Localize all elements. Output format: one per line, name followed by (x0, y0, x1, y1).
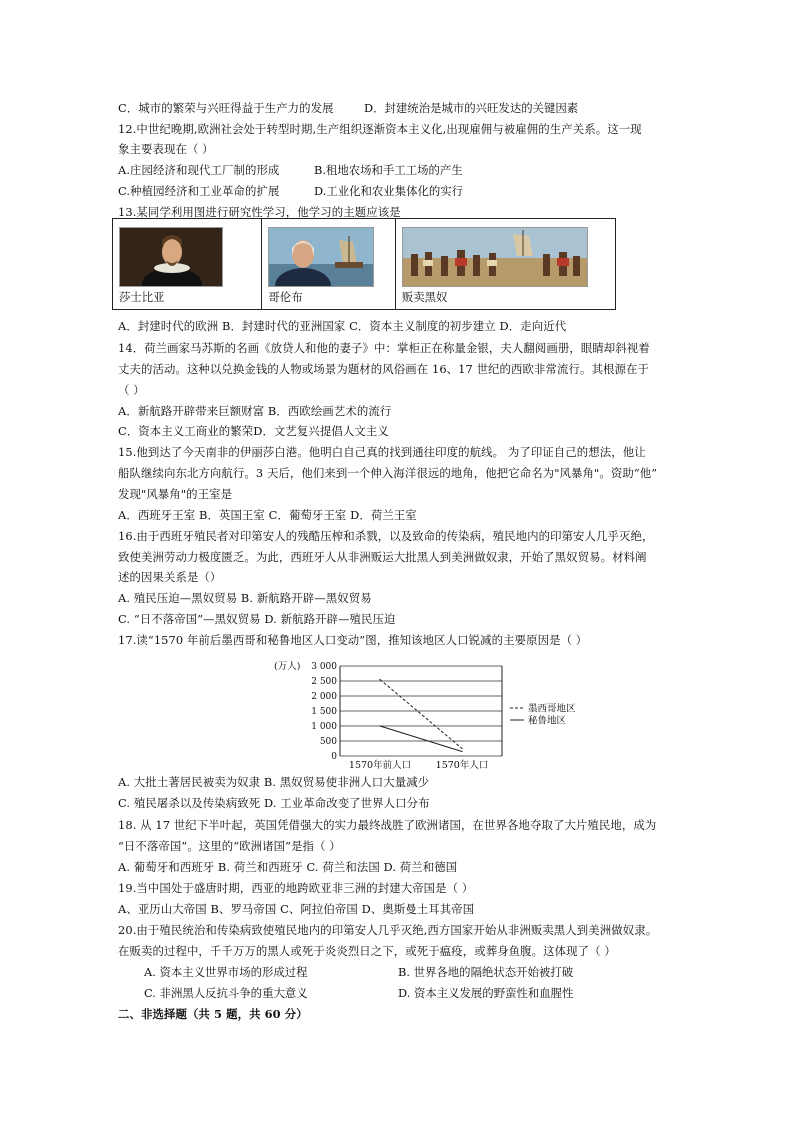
q20-stem-2: 在贩卖的过程中，千千万万的黑人或死于炎炎烈日之下，或死于瘟疫，或葬身鱼腹。这体现了（ ） (118, 944, 616, 958)
chart-point (461, 748, 462, 749)
chart-ytick: 0 (331, 752, 337, 762)
q16-options-cd: C. “日不落帝国”—黑奴贸易 D. 新航路开辟—殖民压迫 (118, 612, 396, 626)
chart-ytick: 1 500 (311, 707, 337, 717)
chart-legend-label: 秘鲁地区 (528, 715, 567, 727)
chart-xtick: 1570年人口 (435, 760, 489, 771)
chart-ytick: 3 000 (311, 662, 337, 672)
q13-caption-3: 贩卖黑奴 (401, 290, 448, 304)
chart-point (379, 725, 380, 726)
q14-options-cd: C．资本主义工商业的繁荣D．文艺复兴提倡人文主义 (118, 424, 389, 438)
q16-stem-2: 致使美洲劳动力极度匮乏。为此，西班牙人从非洲贩运大批黑人到美洲做奴隶，开始了黑奴贸易。材料阐 (118, 550, 647, 564)
q20-option-d: D. 资本主义发展的野蛮性和血腥性 (398, 986, 574, 1000)
q17-stem: 17.读“1570 年前后墨西哥和秘鲁地区人口变动”图，推知该地区人口锐减的主要原因是（ ） (118, 633, 588, 647)
q16-options-ab: A. 殖民压迫—黑奴贸易 B. 新航路开辟—黑奴贸易 (118, 591, 372, 605)
q13-options: A．封建时代的欧洲 B．封建时代的亚洲国家 C．资本主义制度的初步建立 D．走向近代 (118, 319, 567, 333)
q18-options: A. 葡萄牙和西班牙 B. 荷兰和西班牙 C. 荷兰和法国 D. 荷兰和德国 (118, 860, 458, 874)
q17-options-ab: A. 大批土著居民被卖为奴隶 B. 黑奴贸易使非洲人口大量减少 (118, 775, 430, 789)
q14-stem-2: 丈夫的活动。这种以兑换金钱的人物或场景为题材的风俗画在 16、17 世纪的西欧非常流行。其根源在于 (118, 362, 649, 376)
chart-ytick: 2 500 (311, 677, 337, 687)
q20-option-b: B. 世界各地的隔绝状态开始被打破 (398, 965, 574, 979)
chart-ytick: 500 (319, 737, 337, 747)
q20-option-c: C. 非洲黑人反抗斗争的重大意义 (144, 986, 308, 1000)
population-chart-svg (260, 656, 620, 774)
q13-cell-columbus (262, 219, 395, 309)
q14-stem-3: （ ） (118, 383, 145, 397)
q13-cell-shakespeare (113, 219, 262, 309)
q17-options-cd: C. 殖民屠杀以及传染病致死 D. 工业革命改变了世界人口分布 (118, 796, 430, 810)
q13-cell-slave-trade (396, 219, 615, 309)
q11-option-d: D．封建统治是城市的兴旺发达的关键因素 (364, 101, 579, 115)
q18-stem-1: 18. 从 17 世纪下半叶起，英国凭借强大的实力最终战胜了欧洲诸国，在世界各地夺取了大片殖民地，成为 (118, 818, 657, 832)
chart-point (461, 751, 462, 752)
section-2-heading: 二、非选择题（共 5 题，共 60 分） (118, 1007, 308, 1021)
q14-options-ab: A．新航路开辟带来巨额财富 B．西欧绘画艺术的流行 (118, 404, 392, 418)
q20-option-a: A. 资本主义世界市场的形成过程 (144, 965, 308, 979)
q19-options: A、亚历山大帝国 B、罗马帝国 C、阿拉伯帝国 D、奥斯曼土耳其帝国 (118, 902, 475, 916)
population-chart (260, 656, 620, 774)
chart-series-line (380, 680, 462, 749)
chart-xtick: 1570年前人口 (348, 760, 412, 771)
q12-option-b: B.租地农场和手工工场的产生 (314, 163, 463, 177)
q16-stem-3: 述的因果关系是（） (118, 570, 222, 584)
q14-stem-1: 14．荷兰画家马苏斯的名画《放贷人和他的妻子》中：掌柜正在称量金银，夫人翻阅画册，眼睛却斜视着 (118, 341, 650, 355)
q19-stem: 19.当中国处于盛唐时期，西亚的地跨欧亚非三洲的封建大帝国是（ ） (118, 881, 474, 895)
q15-stem-1: 15.他到达了今天南非的伊丽莎白港。他明白自己真的找到通往印度的航线。 为了印证自己的想法，他让 (118, 445, 646, 459)
chart-point (379, 679, 380, 680)
q12-option-a: A.庄园经济和现代工厂制的形成 (118, 163, 280, 177)
q13-image-table (112, 218, 616, 310)
q12-option-d: D.工业化和农业集体化的实行 (314, 184, 464, 198)
q15-stem-3: 发现"风暴角"的王室是 (118, 487, 233, 501)
q12-stem-2: 象主要表现在（ ） (118, 142, 214, 156)
slave-trade-painting-icon (402, 227, 588, 287)
q18-stem-2: “日不落帝国”。这里的“欧洲诸国”是指（ ） (118, 839, 341, 853)
q15-stem-2: 船队继续向东北方向航行。3 天后，他们来到一个伸入海洋很远的地角，他把它命名为"风暴角"。资助“他” (118, 466, 658, 480)
chart-ytick: 1 000 (311, 722, 337, 732)
chart-ytick: 2 000 (311, 692, 337, 702)
q13-caption-1: 莎士比亚 (119, 290, 165, 304)
q13-stem: 13.某同学利用图进行研究性学习，他学习的主题应该是 (118, 205, 401, 219)
q16-stem-1: 16.由于西班牙殖民者对印第安人的残酷压榨和杀戮，以及致命的传染病，殖民地内的印第安人几乎灭绝， (118, 529, 654, 543)
chart-legend-label: 墨西哥地区 (528, 703, 576, 715)
q12-option-c: C.种植园经济和工业革命的扩展 (118, 184, 280, 198)
q15-options: A．西班牙王室 B．英国王室 C．葡萄牙王室 D．荷兰王室 (118, 508, 417, 522)
q12-stem-1: 12.中世纪晚期,欧洲社会处于转型时期,生产组织逐渐资本主义化,出现雇佣与被雇佣的生产关系。这一现 (118, 122, 642, 136)
columbus-portrait-icon (268, 227, 374, 287)
q11-option-c: C．城市的繁荣与兴旺得益于生产力的发展 (118, 101, 334, 115)
q20-stem-1: 20.由于殖民统治和传染病致使殖民地内的印第安人几乎灭绝,西方国家开始从非洲贩卖黑人到美洲做奴隶。 (118, 923, 658, 937)
q13-caption-2: 哥伦布 (268, 290, 303, 304)
chart-ylabel: (万人) (274, 661, 301, 672)
shakespeare-portrait-icon (119, 227, 223, 287)
